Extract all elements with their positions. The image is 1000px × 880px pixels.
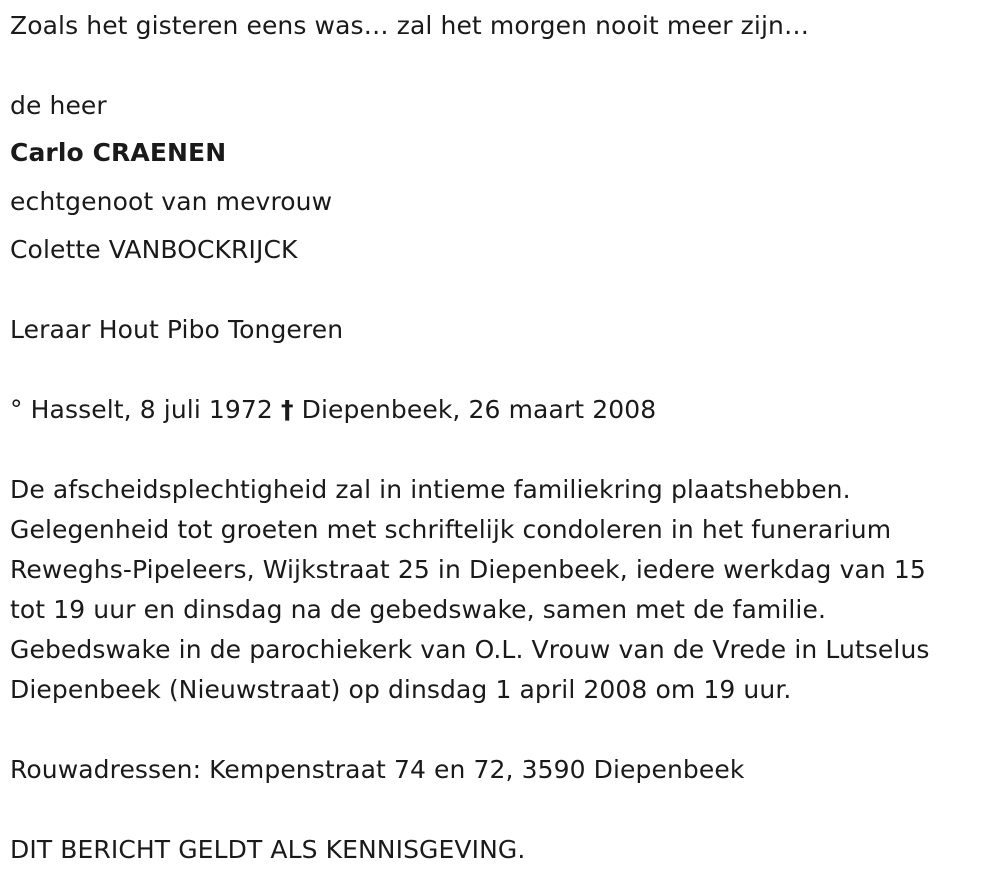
ceremony-line: Diepenbeek (Nieuwstraat) op dinsdag 1 april 2008 om 19 uur.	[10, 675, 792, 704]
ceremony-line: Gebedswake in de parochiekerk van O.L. Vrouw van de Vrede in Lutselus	[10, 635, 930, 664]
death-text: Diepenbeek, 26 maart 2008	[301, 395, 657, 424]
motto-text: Zoals het gisteren eens was… zal het morgen nooit meer zijn…	[10, 11, 810, 40]
deceased-name: Carlo CRAENEN	[10, 138, 227, 167]
salutation-text: de heer	[10, 91, 107, 120]
birth-text: ° Hasselt, 8 juli 1972	[10, 395, 273, 424]
spouse-name: Colette VANBOCKRIJCK	[10, 235, 298, 264]
ceremony-line: tot 19 uur en dinsdag na de gebedswake, samen met de familie.	[10, 595, 826, 624]
notice-text: DIT BERICHT GELDT ALS KENNISGEVING.	[10, 835, 526, 864]
ceremony-line: Gelegenheid tot groeten met schriftelijk condoleren in het funerarium	[10, 515, 892, 544]
ceremony-line: Reweghs-Pipeleers, Wijkstraat 25 in Diepenbeek, iedere werkdag van 15	[10, 555, 926, 584]
mourning-addresses: Rouwadressen: Kempenstraat 74 en 72, 3590 Diepenbeek	[10, 755, 745, 784]
spouse-intro-text: echtgenoot van mevrouw	[10, 187, 333, 216]
occupation-text: Leraar Hout Pibo Tongeren	[10, 315, 344, 344]
cross-icon: †	[281, 395, 294, 424]
ceremony-line: De afscheidsplechtigheid zal in intieme familiekring plaatshebben.	[10, 475, 851, 504]
birth-death-line	[10, 390, 656, 430]
